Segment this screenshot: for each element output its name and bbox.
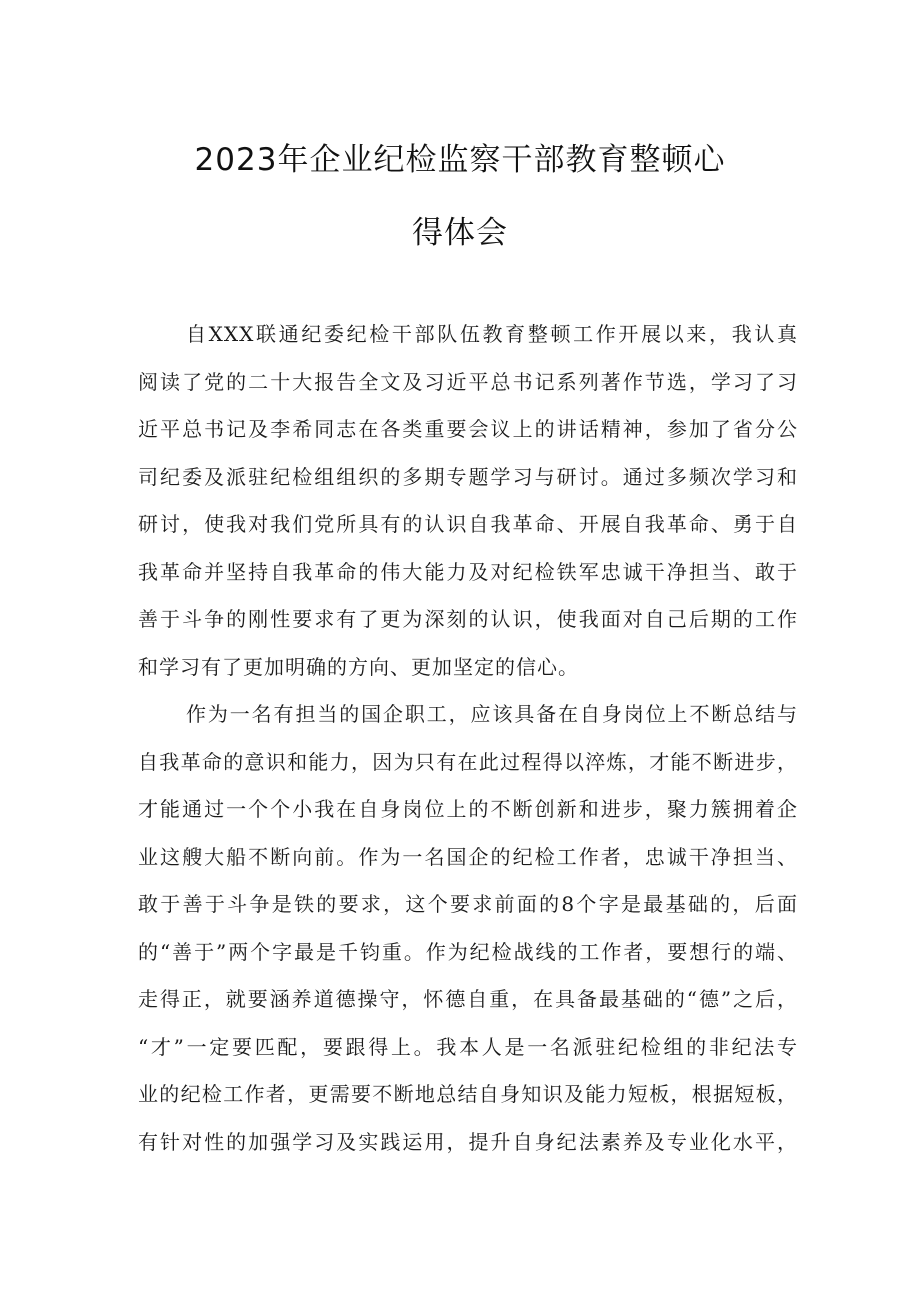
paragraph-line: 自XXX联通纪委纪检干部队伍教育整顿工作开展以来，我认真	[186, 322, 798, 346]
paragraph-line: 才能通过一个个小我在自身岗位上的不断创新和进步，聚力簇拥着企	[138, 797, 798, 821]
paragraph-line: 研讨，使我对我们党所具有的认识自我革命、开展自我革命、勇于自	[138, 512, 798, 536]
document-title-line-2: 得体会	[412, 215, 508, 251]
document-title-line-1: 2023年企业纪检监察干部教育整顿心	[194, 142, 726, 178]
paragraph-line: “才”一定要匹配，要跟得上。我本人是一名派驻纪检组的非纪法专	[138, 1034, 798, 1059]
paragraph-1	[138, 311, 798, 691]
paragraph-line: 司纪委及派驻纪检组组织的多期专题学习与研讨。通过多频次学习和	[138, 464, 798, 489]
paragraph-line: 作为一名有担当的国企职工，应该具备在自身岗位上不断总结与	[186, 702, 798, 726]
paragraph-line: 我革命并坚持自我革命的伟大能力及对纪检铁军忠诚干净担当、敢于	[138, 559, 798, 584]
paragraph-line: 自我革命的意识和能力，因为只有在此过程得以淬炼，才能不断进步，	[138, 749, 798, 774]
paragraph-line: 业的纪检工作者，更需要不断地总结自身知识及能力短板，根据短板，	[138, 1082, 798, 1106]
paragraph-line: 业这艘大船不断向前。作为一名国企的纪检工作者，忠诚干净担当、	[138, 844, 798, 869]
paragraph-line: 的“善于”两个字最是千钧重。作为纪检战线的工作者，要想行的端、	[138, 939, 798, 964]
paragraph-line: 近平总书记及李希同志在各类重要会议上的讲话精神，参加了省分公	[138, 417, 798, 441]
paragraph-line: 敢于善于斗争是铁的要求，这个要求前面的8个字是最基础的，后面	[138, 892, 798, 916]
paragraph-line: 有针对性的加强学习及实践运用，提升自身纪法素养及专业化水平，	[138, 1129, 798, 1154]
paragraph-2	[138, 691, 798, 1166]
paragraph-line: 和学习有了更加明确的方向、更加坚定的信心。	[138, 654, 579, 679]
paragraph-line: 善于斗争的刚性要求有了更为深刻的认识，使我面对自己后期的工作	[138, 607, 798, 631]
paragraph-line: 阅读了党的二十大报告全文及习近平总书记系列著作节选，学习了习	[138, 369, 798, 394]
paragraph-line: 走得正，就要涵养道德操守，怀德自重，在具备最基础的“德”之后，	[138, 987, 798, 1011]
